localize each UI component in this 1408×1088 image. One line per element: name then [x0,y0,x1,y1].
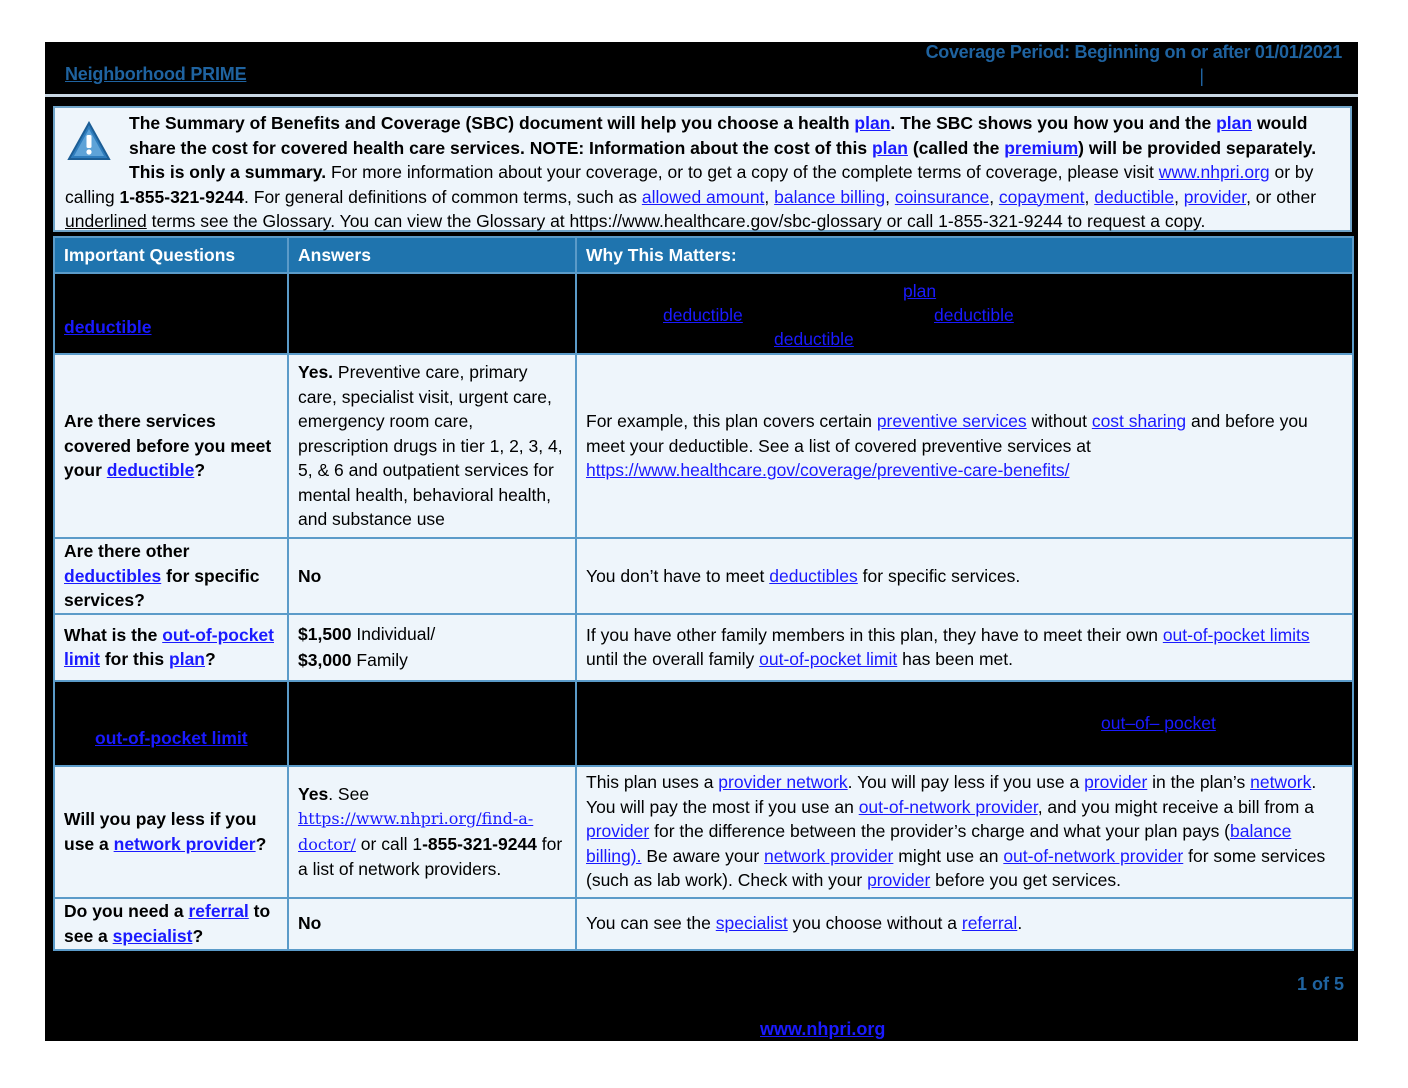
why-text: Be aware your [641,845,765,866]
answer-cell [288,681,576,766]
why-text: for specific services. [857,565,1021,586]
why-text: has been met. [897,649,1014,669]
intro-text-6: For more information about your coverage, or to get a copy of the complete terms of coverage, please visit [326,162,1159,182]
plan-link[interactable]: plan [169,649,205,669]
find-a-doctor-link[interactable]: https://www.nhpri.org/find-a-doctor/ [298,809,534,854]
out-of-network-provider-link[interactable]: out-of-network provider [1003,845,1184,866]
intro-text-3: would share the cost for covered health care services. NOTE: Information about the cost of this [129,113,1308,158]
glossary-link-coinsurance[interactable]: coinsurance [894,186,990,207]
why-text: . You will pay less if you use a [847,772,1085,793]
referral-link[interactable]: referral [188,901,249,921]
document-page [45,42,1358,1041]
separator: , [989,186,999,207]
question-mark: ? [205,649,216,669]
deductibles-link[interactable]: deductibles [769,565,858,586]
answer-yes: Yes. [298,362,334,383]
why-cell [576,614,1353,681]
answer-cell: No [288,898,576,950]
why-text: before you get services. [930,870,1121,891]
intro-text-10: terms see the Glossary. You can view the Glossary at https://www.healthcare.gov/sbc-glossary or call 1-855-321-9244 to request a copy. [146,211,1206,231]
out-of-pocket-limit-link[interactable]: out-of-pocket limit [759,649,898,669]
why-cell [576,766,1353,898]
network-link[interactable]: network [1250,772,1312,793]
intro-text-5: ) will be provided separately. [1078,137,1317,158]
individual-label: Individual/ [351,623,436,644]
deductible-link[interactable]: deductible [934,305,1014,325]
answer-text: . See [328,783,370,804]
summary-note: This is only a summary. [129,162,327,182]
deductible-link[interactable]: deductible [64,316,152,337]
why-text: and before you meet your deductible. See a list of covered preventive services at [586,411,1308,456]
table-row [54,614,1353,681]
plan-name[interactable]: Neighborhood PRIME [65,64,247,84]
answer-yes: Yes [298,783,329,804]
specialist-link[interactable]: specialist [715,913,788,934]
individual-amount: $1,500 [298,623,352,644]
why-text: for some services (such as lab work). Check with your [586,845,1326,891]
coverage-period: Coverage Period: Beginning on or after 01/01/2021 [925,42,1342,62]
page-number: 1 of 5 [1296,974,1344,994]
header-rule [45,94,1358,97]
question-cell [54,273,288,354]
why-text: until the overall family [586,649,760,669]
deductible-link[interactable]: deductible [663,305,743,325]
referral-link[interactable]: referral [961,913,1018,934]
glossary-link-balance-billing[interactable]: balance billing [774,186,886,207]
question-cell [54,614,288,681]
question-mark: ? [192,925,204,946]
table-row [54,273,1353,354]
deductible-link[interactable]: deductible [106,460,195,481]
why-text: without [1026,411,1092,432]
why-text: For example, this plan covers certain [586,411,877,432]
question-text: for this [99,649,170,669]
warning-icon [65,111,121,171]
answer-cell [288,354,576,538]
intro-text-4: (called the [907,137,1005,158]
balance-billing-link[interactable]: balance billing). [586,821,1292,866]
glossary-link-provider[interactable]: provider [1183,186,1247,207]
question-cell [54,766,288,898]
header-divider: | [1199,66,1204,86]
phone-number: 1-855-321-9244 [119,186,245,207]
why-text: in the plan’s [1147,772,1251,793]
question-mark: ? [194,460,206,481]
cost-sharing-link[interactable]: cost sharing [1091,411,1187,432]
answer-cell [288,273,576,354]
family-amount: $3,000 [298,650,352,670]
answer-text: Preventive care, primary care, specialist visit, urgent care, emergency room care, prescription drugs in tier 1, 2, 3, 4, 5, & 6 and outpatient services for mental health, behavioral health, and substance use [298,362,563,530]
provider-link[interactable]: provider [867,870,931,891]
answer-cell [288,766,576,898]
why-text: you choose without a [787,913,962,934]
question-cell [54,354,288,538]
site-link[interactable]: www.nhpri.org [1158,162,1270,182]
separator: , [764,186,775,207]
out-of-pocket-limit-link[interactable]: out-of-pocket limit [64,624,274,669]
why-text: . [1017,913,1023,934]
table-row [54,354,1353,538]
question-cell [54,898,288,950]
answer-cell: No [288,538,576,614]
why-text: for the difference between the provider’s charge and what your plan pays ( [649,821,1231,842]
deductible-link[interactable]: deductible [774,329,854,349]
answer-text: or call 1 [355,833,423,854]
question-text: for specific services? [64,565,260,610]
why-cell [576,273,1353,354]
glossary-link-allowed-amount[interactable]: allowed amount [641,186,765,207]
intro-text-1: The Summary of Benefits and Coverage (SBC) document will help you choose a health [129,113,855,133]
family-label: Family [351,650,408,670]
answer-cell [288,614,576,681]
provider-link[interactable]: provider [1084,772,1148,793]
why-text: You can see the [586,913,716,934]
out-of-pocket-limit-link[interactable]: out-of-pocket limit [95,728,248,748]
separator: , [1084,186,1095,207]
why-text: If you have other family members in this plan, they have to meet their own [586,624,1163,645]
glossary-link-plan[interactable]: plan [854,113,891,133]
why-cell [576,898,1353,950]
question-text: Do you need a [64,901,189,921]
why-cell [576,354,1353,538]
benefits-table [53,236,1354,951]
why-cell [576,538,1353,614]
network-provider-link[interactable]: network provider [764,845,894,866]
preventive-care-url-link[interactable]: https://www.healthcare.gov/coverage/preventive-care-benefits/ [586,460,1070,481]
deductibles-link[interactable]: deductibles [64,565,162,586]
why-text: You don’t have to meet [586,565,770,586]
network-provider-link[interactable]: network provider [113,833,256,854]
footer-site-link[interactable]: www.nhpri.org [760,1019,886,1039]
why-text: , and you might receive a bill from a [1037,796,1314,817]
intro-text-8: . For general definitions of common terms, such as [244,186,642,207]
glossary-link-copayment[interactable]: copayment [998,186,1085,207]
intro-text-9: , or other [1246,186,1317,207]
provider-link[interactable]: provider [586,821,650,842]
why-cell [576,681,1353,766]
table-row [54,766,1353,898]
header-why-this-matters: Why This Matters: [576,237,1353,273]
intro-text-7: or by calling [65,162,1314,207]
table-row [54,898,1353,950]
specialist-link[interactable]: specialist [112,925,193,946]
why-text: might use an [893,845,1004,866]
table-row [54,538,1353,614]
provider-network-link[interactable]: provider network [718,772,848,793]
question-cell [54,538,288,614]
question-mark: ? [255,833,267,854]
individual-limit [298,622,566,647]
question-cell [54,681,288,766]
plan-link[interactable]: plan [903,281,937,301]
glossary-link-plan[interactable]: plan [1216,113,1253,133]
preventive-services-link[interactable]: preventive services [876,411,1027,432]
glossary-link-plan[interactable]: plan [871,137,908,158]
answer-text: for a list of network providers. [298,833,563,879]
out-of-pocket-link[interactable]: out–of– pocket [1101,712,1216,733]
question-text: to see a [64,901,271,946]
separator: , [885,186,895,207]
out-of-network-provider-link[interactable]: out-of-network provider [858,796,1038,817]
header-answers: Answers [288,237,576,273]
header-important-questions: Important Questions [54,237,288,273]
why-text: . You will pay the most if you use an [586,772,1317,817]
intro-box [53,106,1352,232]
table-row [54,681,1353,766]
glossary-link-premium[interactable]: premium [1004,137,1079,158]
question-text: Are there other [64,541,190,561]
question-text: Will you pay less if you use a [64,809,257,854]
glossary-link-deductible[interactable]: deductible [1094,186,1175,207]
question-text: What is the [64,624,163,645]
underlined-example: underlined [65,211,147,231]
intro-text-2: . The SBC shows you how you and the [890,113,1217,133]
question-text: Are there services covered before you meet your [64,411,272,481]
phone-number: -855-321-9244 [422,833,537,854]
separator: , [1174,186,1184,207]
out-of-pocket-limits-link[interactable]: out-of-pocket limits [1162,624,1310,645]
table-header-row [54,237,1353,273]
family-limit [298,648,566,673]
why-text: This plan uses a [586,772,719,793]
